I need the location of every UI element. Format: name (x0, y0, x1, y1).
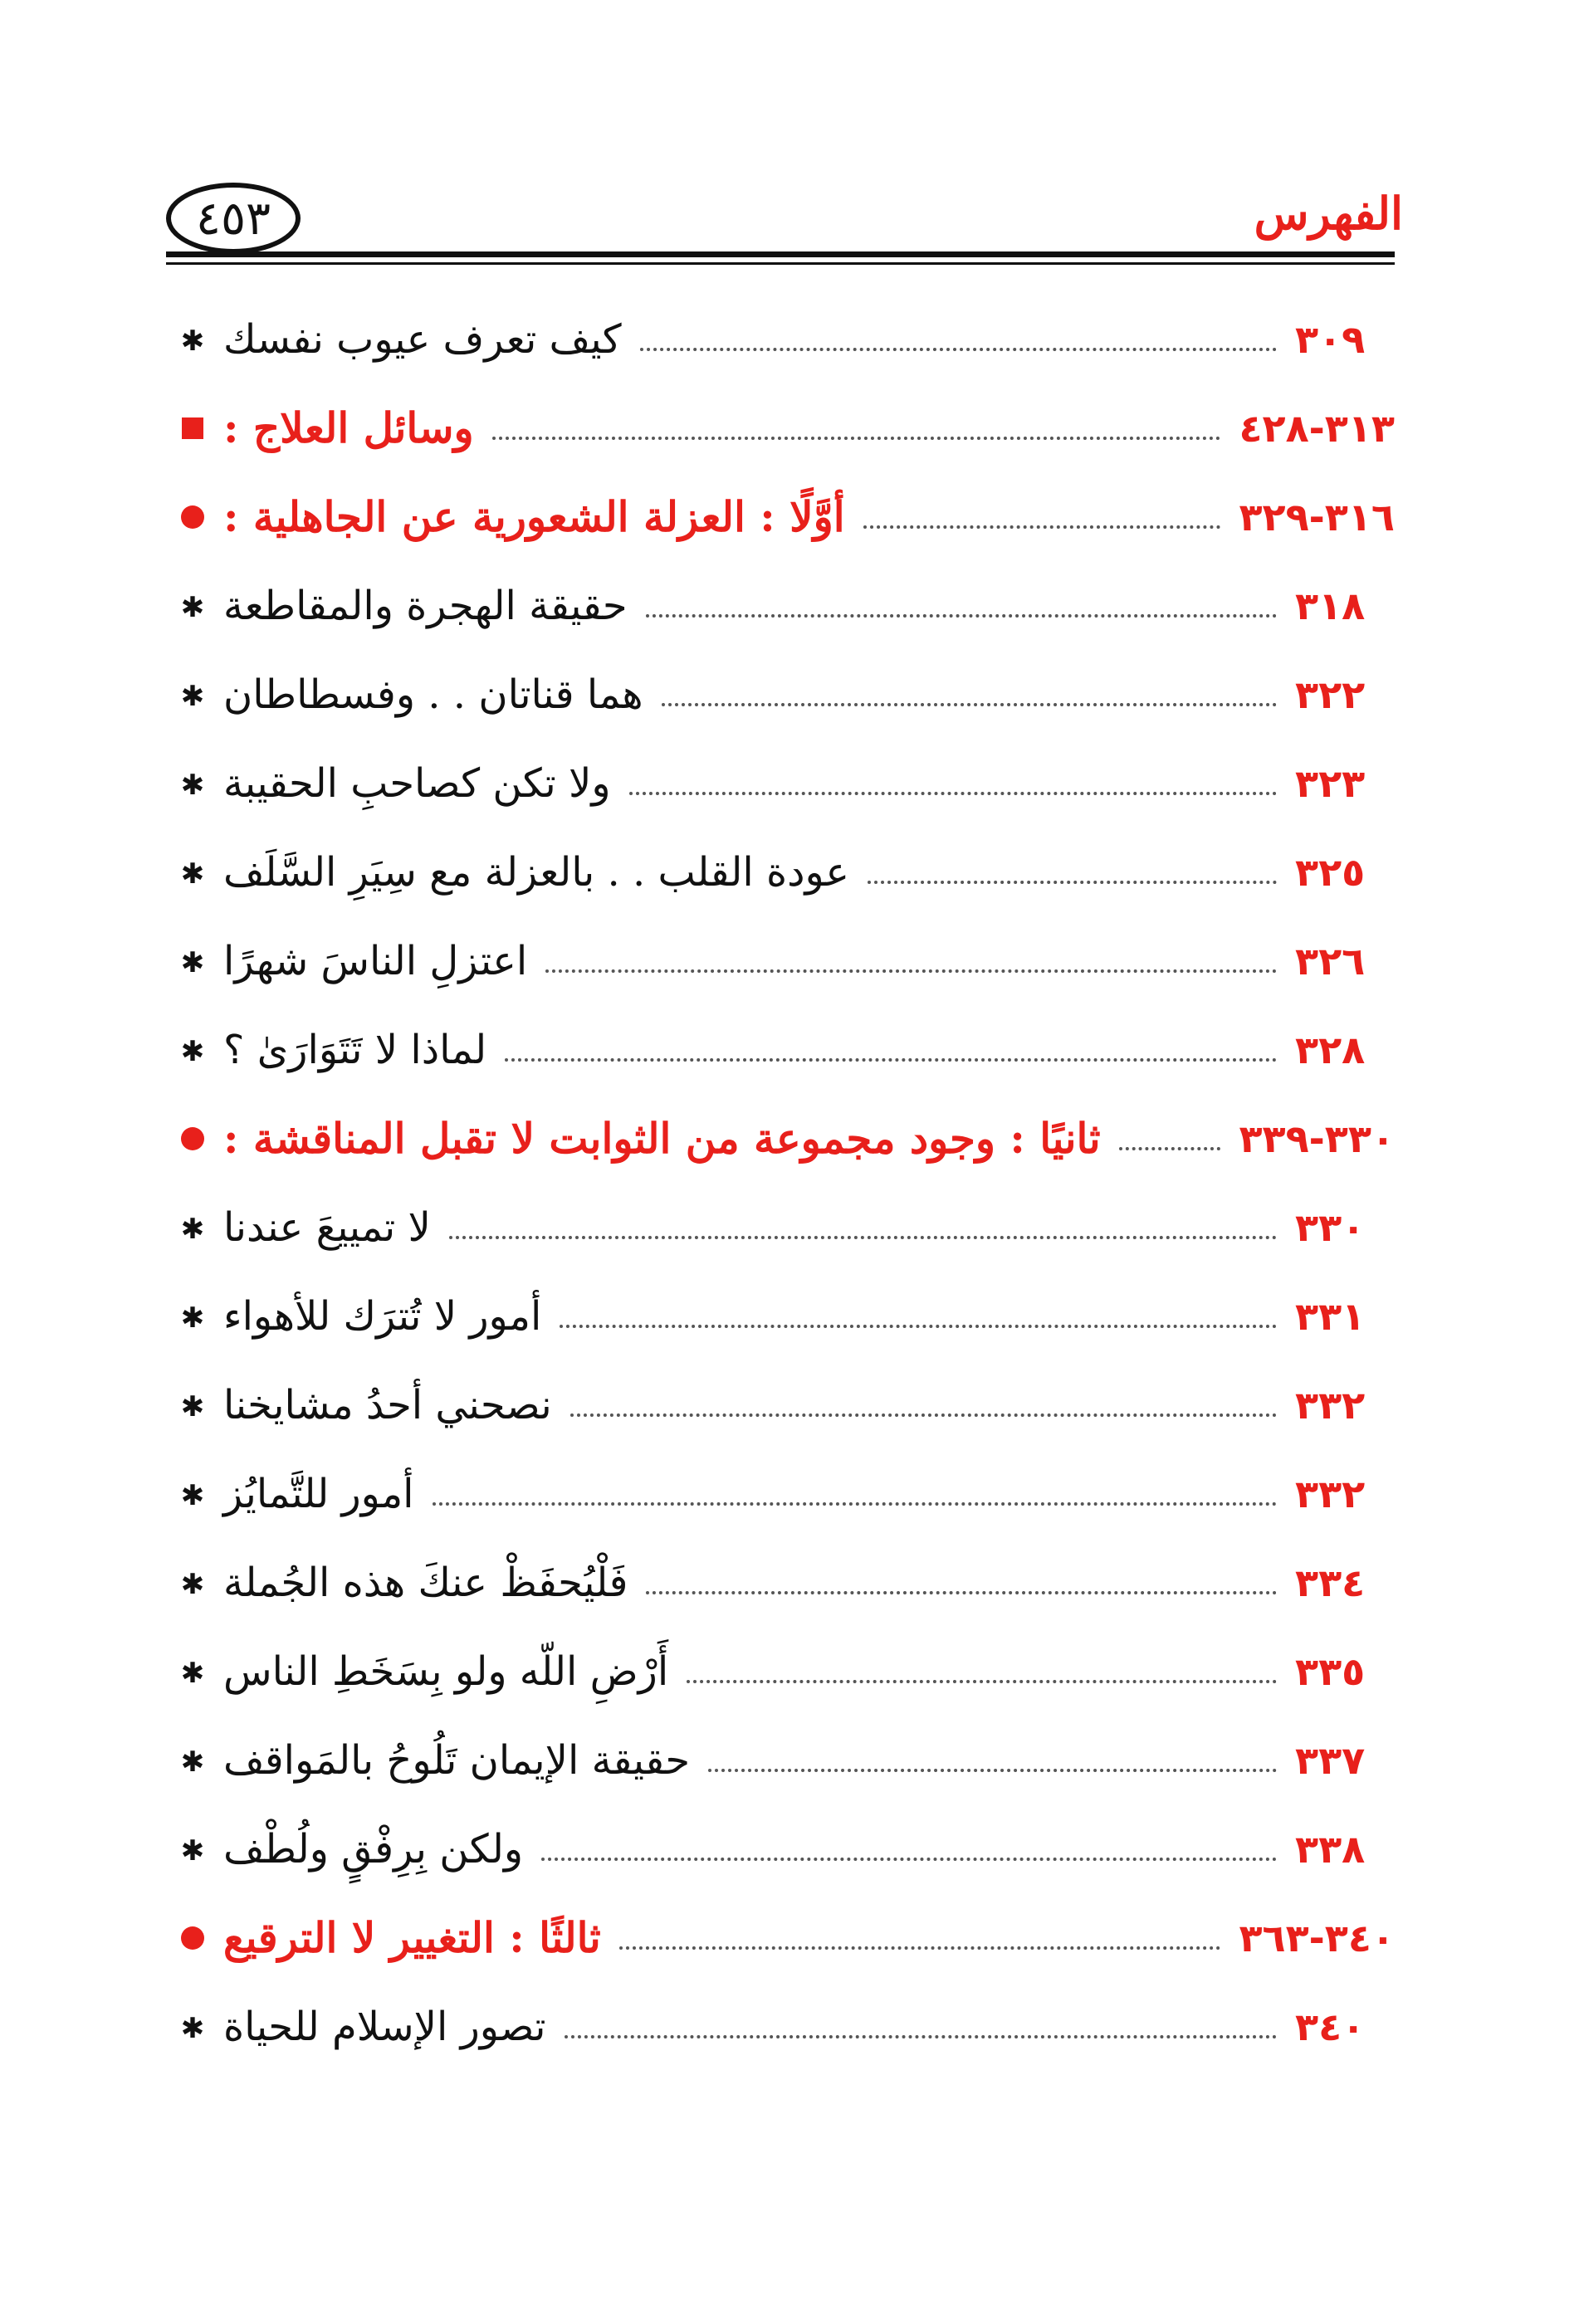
dot-leader (449, 1236, 1277, 1239)
toc-row-title: أمور للتَّمايُز (223, 1470, 414, 1517)
dot-leader (541, 1858, 1277, 1861)
asterisk-bullet-icon (170, 1564, 215, 1602)
page-title: الفهرس (1254, 187, 1403, 240)
toc-section-pages: ٣١٦-٣٢٩ (1239, 494, 1395, 540)
toc-row-title: أمور لا تُترَك للأهواء (223, 1292, 542, 1340)
asterisk-bullet-icon (170, 942, 215, 980)
toc-row-title: عودة القلب . . بالعزلة مع سِيَرِ السَّلَف (223, 848, 849, 896)
asterisk-bullet-icon (170, 764, 215, 803)
dot-leader (545, 969, 1277, 973)
toc-row-pages: ٣٠٩ (1295, 316, 1366, 362)
toc-row-pages: ٣٣٢ (1295, 1382, 1366, 1428)
toc-row[interactable] (170, 1982, 1395, 2071)
dot-leader (560, 1325, 1277, 1328)
toc-row[interactable] (170, 295, 1395, 383)
toc-row-pages: ٣٣٢ (1295, 1471, 1366, 1516)
toc-row-title: لماذا لا تَتَوَارَىٰ ؟ (223, 1026, 487, 1073)
square-bullet-icon (170, 417, 215, 439)
dot-leader (565, 2035, 1277, 2038)
circle-bullet-icon (170, 505, 215, 529)
toc-row-title: لا تمييعَ عندنا (223, 1204, 431, 1251)
asterisk-bullet-icon (170, 1653, 215, 1691)
toc-row-title: كيف تعرف عيوب نفسك (223, 315, 622, 363)
toc-row-title: فَلْيُحفَظْ عنكَ هذه الجُملة (223, 1559, 628, 1606)
toc-row-pages: ٣٣٠ (1295, 1204, 1366, 1250)
dot-leader (863, 525, 1221, 529)
toc-section-row[interactable] (170, 472, 1395, 561)
page-number-badge: ٤٥٣ (166, 183, 301, 254)
toc-row-pages: ٣٤٠ (1295, 2004, 1366, 2049)
asterisk-bullet-icon (170, 676, 215, 714)
toc-row[interactable] (170, 650, 1395, 739)
circle-bullet-icon (170, 1926, 215, 1950)
dot-leader (708, 1769, 1277, 1772)
toc-section-title: وسائل العلاج : (223, 403, 474, 452)
toc-row[interactable] (170, 1272, 1395, 1360)
circle-bullet-icon (170, 1127, 215, 1150)
toc-row[interactable] (170, 1804, 1395, 1893)
toc-row[interactable] (170, 1449, 1395, 1538)
toc-section-row[interactable] (170, 1094, 1395, 1183)
asterisk-bullet-icon (170, 1830, 215, 1868)
toc-row[interactable] (170, 828, 1395, 916)
toc-section-pages: ٣٤٠-٣٦٣ (1239, 1915, 1395, 1960)
header-rule-thin (166, 262, 1395, 265)
asterisk-bullet-icon (170, 587, 215, 625)
toc-row-pages: ٣٢٨ (1295, 1027, 1366, 1072)
dot-leader (646, 614, 1277, 618)
toc-row-pages: ٣٢٥ (1295, 849, 1366, 895)
toc-row-pages: ٣٢٢ (1295, 671, 1366, 717)
dot-leader (629, 792, 1277, 795)
toc-section-row[interactable] (170, 383, 1395, 472)
toc-row-title: حقيقة الإيمان تَلُوحُ بالمَواقف (223, 1736, 691, 1784)
dot-leader (687, 1680, 1277, 1683)
toc-row-pages: ٣١٨ (1295, 583, 1366, 628)
asterisk-bullet-icon (170, 1031, 215, 1069)
page-header (158, 162, 1403, 261)
toc-section-row[interactable] (170, 1893, 1395, 1982)
toc-section-title: ثالثًا : التغيير لا الترقيع (223, 1913, 601, 1962)
asterisk-bullet-icon (170, 1208, 215, 1247)
toc-row-pages: ٣٢٦ (1295, 938, 1366, 984)
dot-leader (868, 881, 1277, 884)
dot-leader (640, 348, 1277, 351)
dot-leader (646, 1591, 1277, 1594)
toc-row-pages: ٣٣٥ (1295, 1648, 1366, 1694)
toc-section-title: أوَّلًا : العزلة الشعورية عن الجاهلية : (223, 492, 845, 541)
toc-row-pages: ٣٣١ (1295, 1293, 1366, 1339)
toc-row-title: حقيقة الهجرة والمقاطعة (223, 582, 628, 629)
asterisk-bullet-icon (170, 1297, 215, 1335)
toc-row[interactable] (170, 916, 1395, 1005)
dot-leader (662, 703, 1277, 706)
toc-section-title: ثانيًا : وجود مجموعة من الثوابت لا تقبل المناقشة : (223, 1114, 1101, 1163)
toc-row[interactable] (170, 1005, 1395, 1094)
toc-section-pages: ٣٣٠-٣٣٩ (1239, 1116, 1395, 1161)
toc-row-pages: ٣٣٨ (1295, 1826, 1366, 1872)
dot-leader (505, 1058, 1277, 1062)
dot-leader (570, 1413, 1277, 1417)
toc-row[interactable] (170, 1716, 1395, 1804)
toc-row[interactable] (170, 561, 1395, 650)
asterisk-bullet-icon (170, 1475, 215, 1513)
toc-row-pages: ٣٢٣ (1295, 760, 1366, 806)
toc-row-title: أَرْضِ اللّه ولو بِسَخَطِ الناس (223, 1648, 669, 1695)
toc-row-title: ولكن بِرِفْقٍ ولُطْف (223, 1825, 524, 1872)
asterisk-bullet-icon (170, 2008, 215, 2046)
asterisk-bullet-icon (170, 1386, 215, 1424)
toc-row[interactable] (170, 1627, 1395, 1716)
asterisk-bullet-icon (170, 1741, 215, 1780)
toc-row-title: نصحني أحدُ مشايخنا (223, 1381, 552, 1428)
table-of-contents (170, 295, 1395, 2071)
header-rule-thick (166, 251, 1395, 257)
toc-row-title: تصور الإسلام للحياة (223, 2003, 546, 2050)
toc-row[interactable] (170, 1360, 1395, 1449)
toc-row-title: هما قناتان . . وفسطاطان (223, 671, 643, 718)
dot-leader (1119, 1147, 1221, 1150)
dot-leader (433, 1502, 1278, 1506)
dot-leader (619, 1946, 1221, 1950)
asterisk-bullet-icon (170, 320, 215, 359)
toc-section-pages: ٣١٣-٤٢٨ (1239, 405, 1395, 451)
toc-row[interactable] (170, 739, 1395, 828)
toc-row[interactable] (170, 1183, 1395, 1272)
toc-row-title: اعتزلِ الناسَ شهرًا (223, 937, 528, 984)
dot-leader (492, 437, 1221, 440)
asterisk-bullet-icon (170, 853, 215, 891)
toc-row[interactable] (170, 1538, 1395, 1627)
toc-row-title: ولا تكن كصاحبِ الحقيبة (223, 759, 611, 807)
toc-row-pages: ٣٣٤ (1295, 1560, 1366, 1605)
toc-row-pages: ٣٣٧ (1295, 1737, 1366, 1783)
